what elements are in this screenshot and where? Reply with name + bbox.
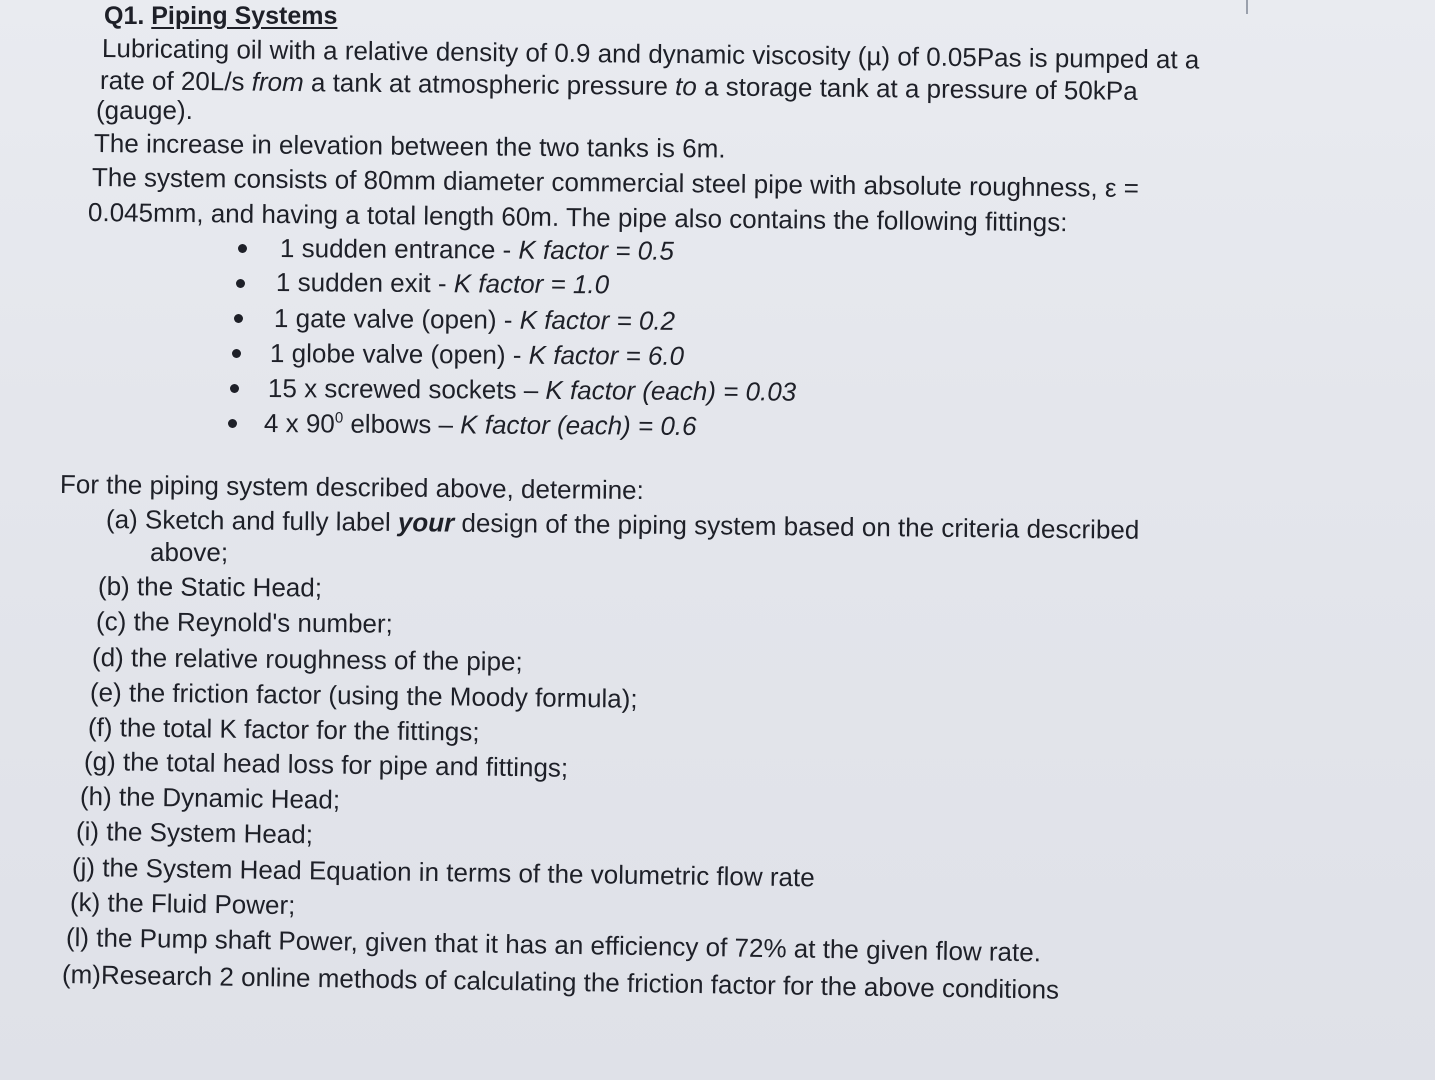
fitting-item-2 [276, 266, 609, 300]
degree-superscript: 0 [334, 409, 344, 427]
fitting-name: 1 globe valve (open) - [269, 338, 529, 370]
task-d: (d) the relative roughness of the pipe; [91, 642, 523, 677]
task-b: (b) the Static Head; [97, 571, 323, 603]
fitting-name: 1 sudden entrance - [279, 233, 519, 265]
bullet-icon [232, 349, 241, 358]
bullet-icon [236, 279, 245, 288]
task-a [106, 503, 1140, 546]
to-text: to [674, 71, 697, 102]
intro-line-5: The system consists of 80mm diameter commercial steel pipe with absolute roughness, ε = [91, 162, 1140, 203]
task-g: (g) the total head loss for pipe and fittings; [83, 746, 569, 783]
storage-text: a storage tank at a pressure of 50kPa [696, 71, 1138, 106]
task-k: (k) the Fluid Power; [69, 887, 296, 921]
question-title: Piping Systems [151, 2, 338, 30]
bullet-icon [234, 314, 243, 323]
task-h: (h) the Dynamic Head; [79, 781, 341, 815]
task-e: (e) the friction factor (using the Moody formula); [89, 677, 638, 714]
fitting-name: 4 x 90 [263, 408, 335, 439]
task-a-emphasis: your [397, 507, 455, 538]
task-m: (m)Research 2 online methods of calculating the friction factor for the above conditions [61, 959, 1060, 1005]
bullet-icon [238, 244, 247, 253]
bullet-icon [230, 384, 239, 393]
window-edge-line [1246, 0, 1248, 14]
fitting-name: 1 gate valve (open) - [273, 303, 520, 335]
fitting-item-1 [280, 232, 674, 267]
fitting-item-4 [270, 337, 684, 372]
rate-text: rate of 20L/s [99, 65, 252, 97]
task-j: (j) the System Head Equation in terms of the volumetric flow rate [71, 852, 815, 893]
tank-text: a tank at atmospheric pressure [303, 67, 676, 102]
fitting-k: K factor (each) = 0.6 [460, 409, 697, 442]
task-f: (f) the total K factor for the fittings; [87, 712, 480, 747]
tasks-intro: For the piping system described above, determine: [59, 469, 644, 506]
question-number: Q1. [104, 2, 145, 30]
fitting-name: 15 x screwed sockets – [267, 373, 546, 405]
task-a-continued: above; [150, 537, 229, 567]
fitting-item-5 [268, 372, 796, 408]
fitting-item-6 [264, 407, 697, 442]
intro-line-4: The increase in elevation between the two tanks is 6m. [93, 128, 726, 164]
fitting-k: K factor = 1.0 [453, 268, 610, 300]
bullet-icon [228, 419, 237, 428]
from-text: from [251, 66, 304, 98]
task-i: (i) the System Head; [75, 816, 314, 850]
fitting-name-suffix: elbows – [343, 408, 461, 440]
task-a-pre: (a) Sketch and fully label [105, 504, 399, 538]
fitting-k: K factor = 0.2 [519, 304, 676, 336]
task-l: (l) the Pump shaft Power, given that it has an efficiency of 72% at the given flow rate. [65, 922, 1042, 968]
intro-line-1: Lubricating oil with a relative density of 0.9 and dynamic viscosity (µ) of 0.05Pas is pumped at a [101, 33, 1200, 75]
fitting-name: 1 sudden exit - [275, 267, 454, 299]
fitting-k: K factor = 6.0 [528, 339, 685, 371]
intro-line-3: (gauge). [96, 95, 193, 125]
fitting-k: K factor = 0.5 [518, 234, 674, 266]
fitting-item-3 [274, 302, 675, 337]
task-a-post: design of the piping system based on the criteria described [454, 507, 1140, 545]
task-c: (c) the Reynold's number; [95, 606, 393, 639]
question-heading [104, 0, 337, 32]
fitting-k: K factor (each) = 0.03 [545, 374, 797, 407]
intro-line-6: 0.045mm, and having a total length 60m. The pipe also contains the following fittings: [87, 197, 1068, 238]
